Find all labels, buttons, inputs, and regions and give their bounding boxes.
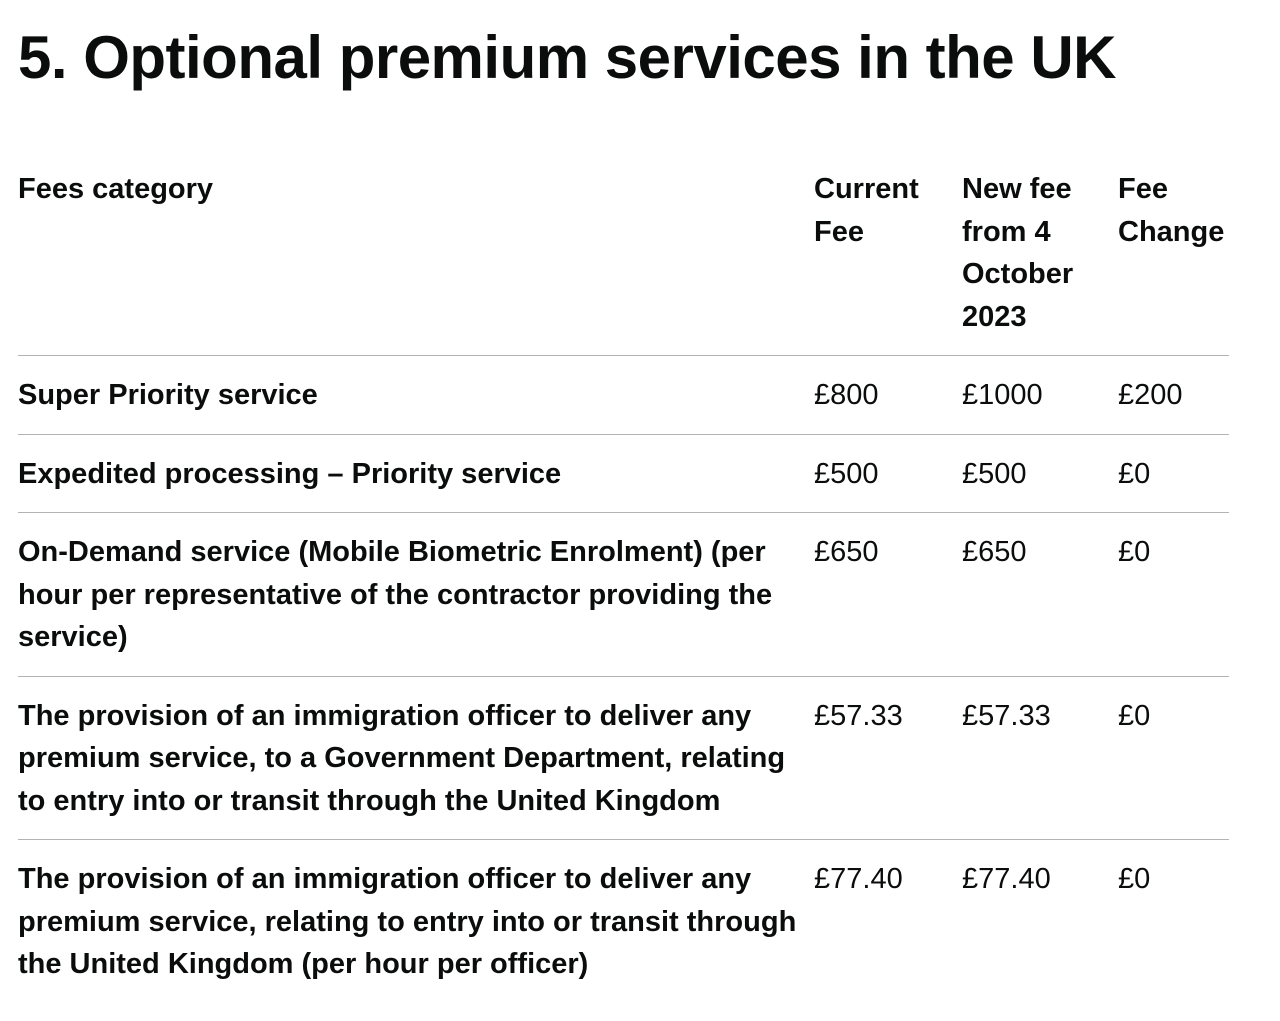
table-row	[18, 356, 1229, 435]
new-fee-cell: £77.40	[962, 863, 1051, 895]
table-row	[18, 513, 1229, 677]
table-row	[18, 676, 1229, 840]
current-fee-cell: £800	[814, 379, 879, 411]
new-fee-cell: £57.33	[962, 699, 1051, 732]
fee-change-cell: £0	[1118, 699, 1151, 732]
table-row	[18, 840, 1229, 1003]
current-fee-cell: £650	[814, 536, 879, 568]
fee-category-cell: Expedited processing – Priority service	[18, 457, 562, 490]
fee-category-cell: The provision of an immigration officer to deliver any premium service, relating to entry into or transit through the United Kingdom (per hour per officer)	[18, 863, 797, 980]
new-fee-cell: £1000	[962, 379, 1043, 411]
header-current-fee: Current Fee	[814, 173, 919, 248]
header-fees-category: Fees category	[18, 173, 214, 205]
table-header-row	[18, 168, 1229, 356]
fee-change-cell: £0	[1118, 863, 1151, 895]
header-fee-change: Fee Change	[1118, 173, 1225, 248]
fee-change-cell: £0	[1118, 536, 1151, 568]
fee-change-cell: £200	[1118, 379, 1183, 411]
fee-category-cell: On-Demand service (Mobile Biometric Enrolment) (per hour per representative of the contractor providing the service)	[18, 536, 773, 653]
fee-category-cell: Super Priority service	[18, 379, 318, 411]
new-fee-cell: £500	[962, 457, 1027, 490]
current-fee-cell: £500	[814, 457, 879, 490]
current-fee-cell: £77.40	[814, 863, 903, 895]
current-fee-cell: £57.33	[814, 699, 903, 732]
table-row	[18, 434, 1229, 513]
page-title: 5. Optional premium services in the UK	[18, 24, 1116, 91]
new-fee-cell: £650	[962, 536, 1027, 568]
header-new-fee: New fee from 4 October 2023	[962, 173, 1074, 333]
fees-table	[18, 168, 1229, 1003]
fee-category-cell: The provision of an immigration officer to deliver any premium service, to a Government Department, relating to entry into or transit through the United Kingdom	[18, 699, 786, 817]
fee-change-cell: £0	[1118, 457, 1151, 490]
